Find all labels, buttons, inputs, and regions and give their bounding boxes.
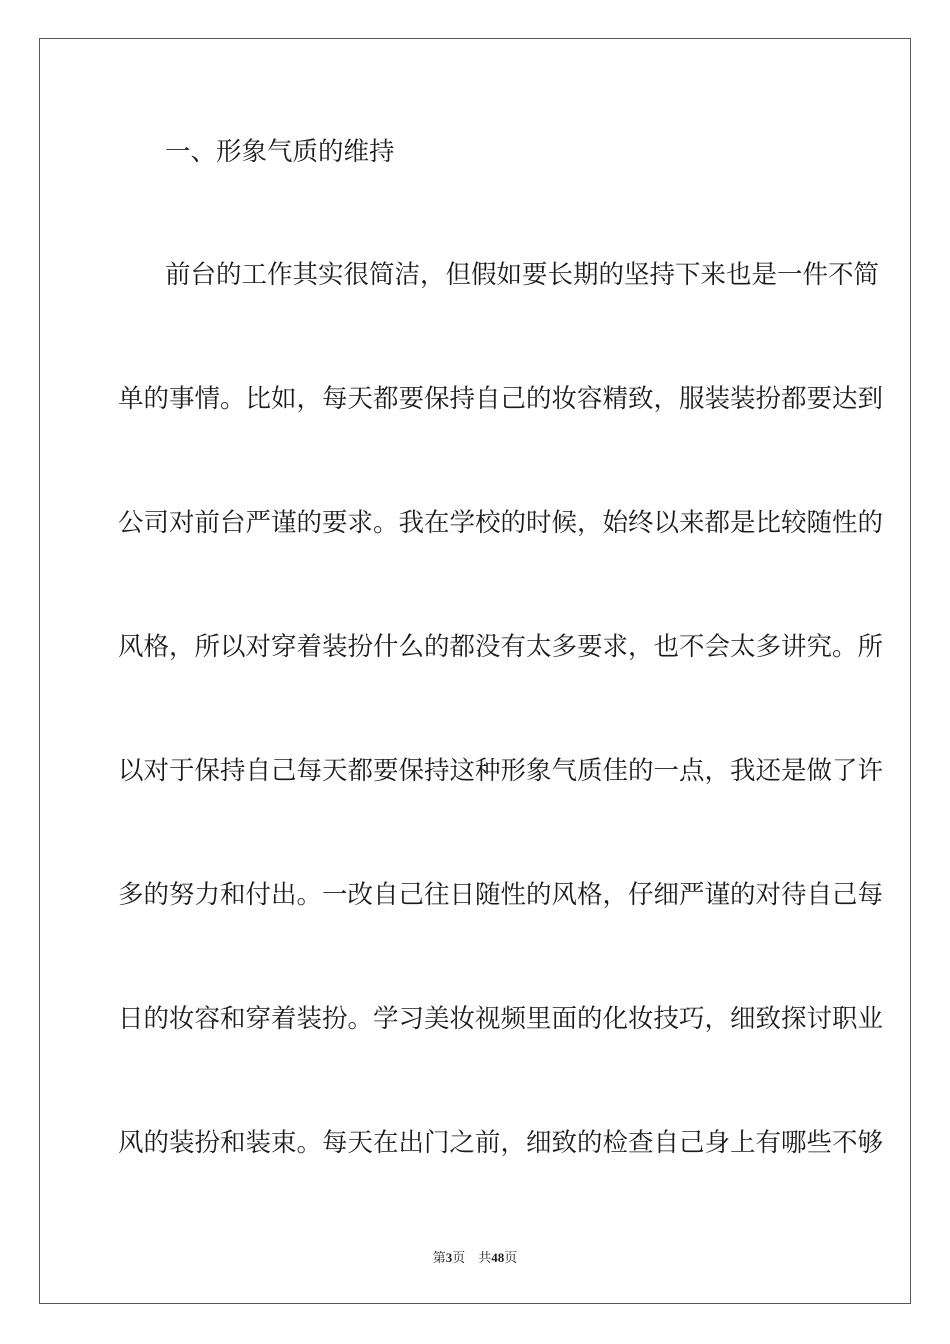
paragraph-line-4: 风格，所以对穿着装扮什么的都没有太多要求，也不会太多讲究。所 <box>118 632 884 662</box>
footer-page-prefix: 第 <box>432 1250 446 1265</box>
page-border <box>39 38 911 1304</box>
paragraph-line-2: 单的事情。比如，每天都要保持自己的妆容精致，服装装扮都要达到 <box>118 384 884 414</box>
footer-total-suffix: 页 <box>504 1250 518 1265</box>
paragraph-line-6: 多的努力和付出。一改自己往日随性的风格，仔细严谨的对待自己每 <box>118 880 884 910</box>
paragraph-line-3: 公司对前台严谨的要求。我在学校的时候，始终以来都是比较随性的 <box>118 508 884 538</box>
paragraph-line-8: 风的装扮和装束。每天在出门之前，细致的检查自己身上有哪些不够 <box>118 1128 884 1158</box>
footer-page-suffix: 页 <box>452 1250 466 1265</box>
footer-page-number: 3 <box>445 1250 453 1265</box>
section-heading: 一、形象气质的维持 <box>165 137 395 167</box>
page-footer <box>0 1250 950 1266</box>
paragraph-line-7: 日的妆容和穿着装扮。学习美妆视频里面的化妆技巧，细致探讨职业 <box>118 1004 884 1034</box>
footer-total-prefix: 共 <box>478 1250 492 1265</box>
paragraph-line-1: 前台的工作其实很简洁，但假如要长期的坚持下来也是一件不简 <box>165 260 880 290</box>
paragraph-line-5: 以对于保持自己每天都要保持这种形象气质佳的一点，我还是做了许 <box>118 756 884 786</box>
footer-total-pages: 48 <box>491 1250 505 1265</box>
